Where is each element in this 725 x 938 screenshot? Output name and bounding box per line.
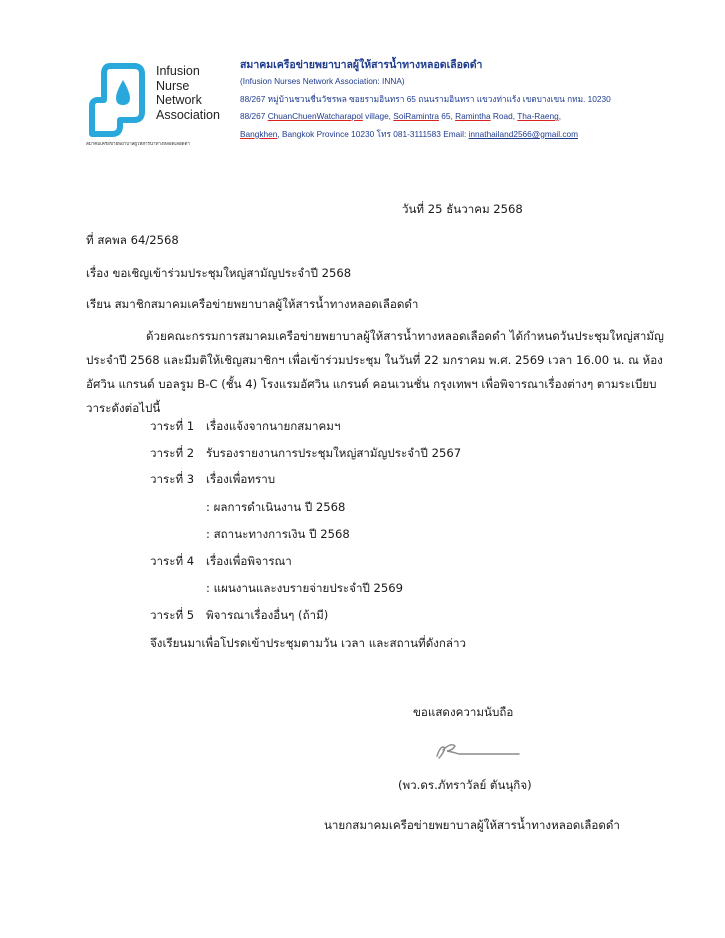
body-line: ประจำปี 2568 และมีมติให้เชิญสมาชิกฯ เพื่อเข้าร่วมประชุม ในวันที่ 22 มกราคม พ.ศ. 2569 เวลา 16.00 น. ณ ห้อง (86, 353, 663, 367)
logo-line-2: Nurse (156, 78, 190, 93)
letter-recipient: เรียน สมาชิกสมาคมเครือข่ายพยาบาลผู้ให้สารน้ำทางหลอดเลือดดำ (86, 297, 419, 311)
agenda-item: เรื่องแจ้งจากนายกสมาคมฯ (206, 419, 341, 433)
agenda-number: วาระที่ 2 (150, 446, 195, 460)
agenda-number: วาระที่ 3 (150, 472, 195, 486)
logo-wordmark (156, 64, 220, 122)
association-logo (84, 60, 232, 160)
logo-caption: สมาคมเครือข่ายพยาบาลผู้ให้สารน้ำทางหลอดเลือดดำ (86, 142, 190, 147)
regards: ขอแสดงความนับถือ (413, 705, 514, 719)
signature-image (433, 740, 523, 762)
agenda-item: เรื่องเพื่อทราบ (206, 472, 276, 486)
logo-line-4: Association (156, 107, 220, 122)
address-part: , Bangkok Province 10230 โทร 081-3111583 Email: (277, 128, 469, 139)
letter-date: วันที่ 25 ธันวาคม 2568 (402, 202, 523, 216)
logo-line-3: Network (156, 93, 202, 107)
iv-drip-logo-icon (84, 60, 156, 142)
address-english-line-1 (240, 108, 710, 126)
association-english-name: (Infusion Nurses Network Association: INNA) (240, 76, 405, 86)
letter-subject: เรื่อง ขอเชิญเข้าร่วมประชุมใหญ่สามัญประจำปี 2568 (86, 266, 352, 280)
address-part: Bangkhen (240, 128, 278, 139)
agenda-number: วาระที่ 4 (150, 554, 195, 568)
body-paragraph (86, 324, 664, 420)
association-name: สมาคมเครือข่ายพยาบาลผู้ให้สารน้ำทางหลอดเลือดดำ (240, 59, 483, 71)
reference-number: ที่ สคพล 64/2568 (86, 233, 179, 247)
closing-line: จึงเรียนมาเพื่อโปรดเข้าประชุมตามวัน เวลา และสถานที่ดังกล่าว (150, 636, 467, 650)
agenda-item: รับรองรายงานการประชุมใหญ่สามัญประจำปี 2567 (206, 446, 462, 460)
agenda-item: เรื่องเพื่อพิจารณา (206, 554, 292, 568)
signatory-name: (พว.ดร.ภัทราวัลย์ ตันนุกิจ) (398, 778, 532, 792)
address-part: Road, (490, 111, 518, 122)
email-link[interactable]: innathailand2566@gmail.com (468, 128, 579, 139)
address-part: ChuanChuenWatcharapol (267, 111, 363, 122)
agenda-subitem: : แผนงานและงบรายจ่ายประจำปี 2569 (206, 581, 403, 595)
address-part: village, (362, 111, 394, 122)
signatory-title: นายกสมาคมเครือข่ายพยาบาลผู้ให้สารน้ำทางหลอดเลือดดำ (324, 818, 620, 832)
address-part: SoiRamintra (393, 111, 439, 122)
address-thai: 88/267 หมู่บ้านชวนชื่นวัชรพล ซอยรามอินทรา 65 ถนนรามอินทรา แขวงท่าแร้ง เขตบางเขน กทม. 10230 (240, 93, 611, 104)
address-part: 65, (438, 111, 456, 122)
agenda-subitem: : ผลการดำเนินงาน ปี 2568 (206, 500, 346, 514)
address-part: , (558, 111, 562, 122)
address-part: Tha-Raeng (517, 111, 559, 122)
address-part: Ramintha (455, 111, 491, 122)
letterhead (240, 58, 710, 143)
logo-line-1: Infusion (156, 64, 200, 78)
body-line: อัศวิน แกรนด์ บอลรูม B-C (ชั้น 4) โรงแรมอัศวิน แกรนด์ คอนเวนชั่น กรุงเทพฯ เพื่อพิจารณาเรื่องต่างๆ ตามระเบียบ (86, 377, 657, 391)
agenda-subitem: : สถานะทางการเงิน ปี 2568 (206, 527, 350, 541)
address-english-line-2 (240, 126, 710, 144)
agenda-number: วาระที่ 5 (150, 608, 195, 622)
address-part: 88/267 (240, 111, 268, 122)
body-line: ด้วยคณะกรรมการสมาคมเครือข่ายพยาบาลผู้ให้สารน้ำทางหลอดเลือดดำ ได้กำหนดวันประชุมใหญ่สามัญ (146, 329, 664, 343)
agenda-number: วาระที่ 1 (150, 419, 195, 433)
agenda-item: พิจารณาเรื่องอื่นๆ (ถ้ามี) (206, 608, 329, 622)
body-line: วาระดังต่อไปนี้ (86, 401, 161, 415)
